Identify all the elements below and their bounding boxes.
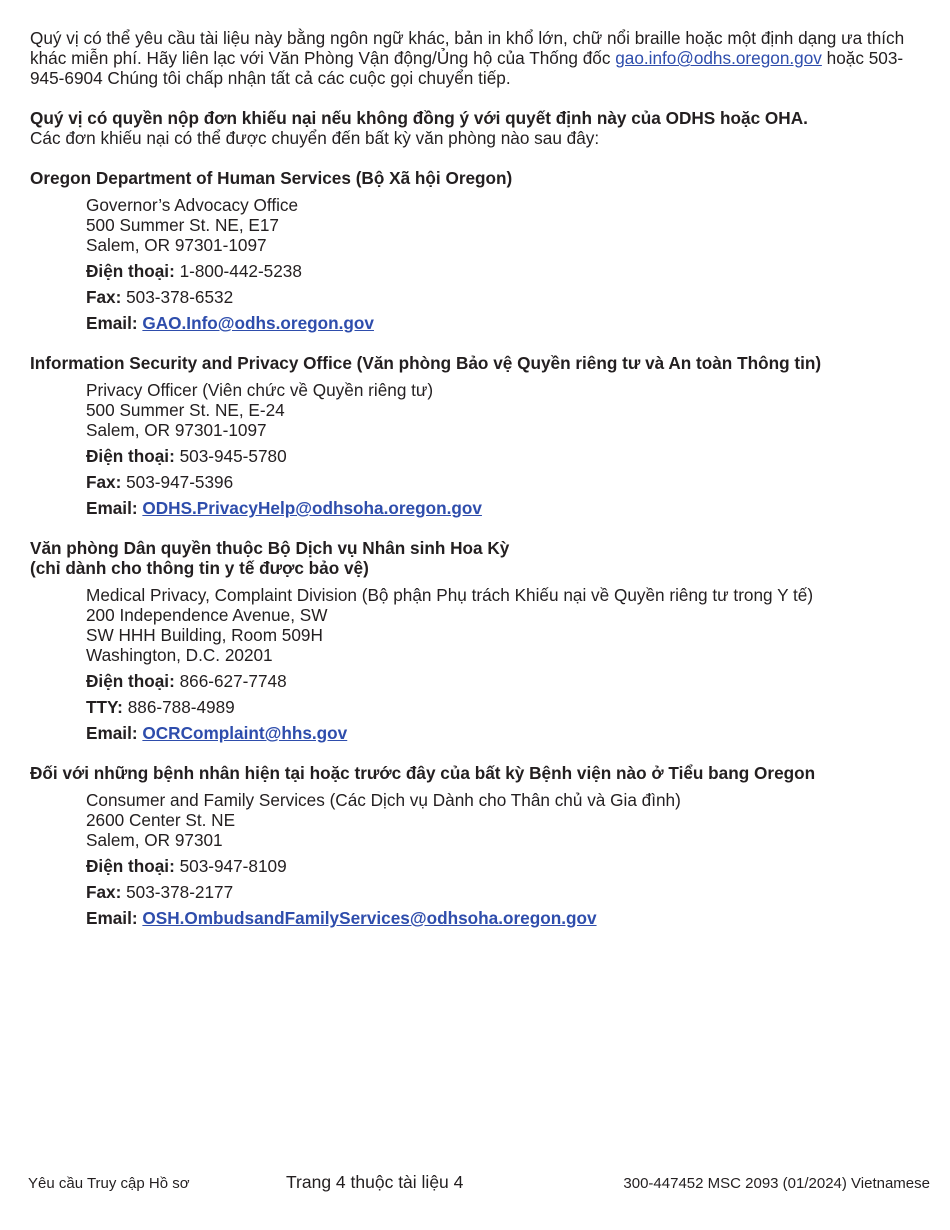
footer-form-number: 300-447452 MSC 2093 (01/2024) Vietnamese xyxy=(623,1175,930,1192)
intro-text: Quý vị có thể yêu cầu tài liệu này bằng ngôn ngữ khác, bản in khổ lớn, chữ nổi braille hoặc một định dạng ưa thích khác miễn phí. Hãy liên lạc với Văn Phòng Vận động/Ủng hộ của Thống đốc xyxy=(30,28,905,68)
section-body xyxy=(30,195,920,333)
gao-email-link[interactable]: gao.info@odhs.oregon.gov xyxy=(615,48,822,68)
detail-value: 1-800-442-5238 xyxy=(174,261,302,281)
detail-label: Email: xyxy=(86,908,138,928)
address-line: Consumer and Family Services (Các Dịch vụ Dành cho Thân chủ và Gia đình) xyxy=(86,790,681,810)
complaint-rights xyxy=(30,108,920,148)
section-body xyxy=(30,790,920,928)
rights-text: Các đơn khiếu nại có thể được chuyển đến bất kỳ văn phòng nào sau đây: xyxy=(30,128,600,148)
address-line: 500 Summer St. NE, E-24 xyxy=(86,400,285,420)
detail-label: TTY: xyxy=(86,697,123,717)
page-footer xyxy=(0,1172,950,1196)
rights-heading: Quý vị có quyền nộp đơn khiếu nại nếu không đồng ý với quyết định này của ODHS hoặc OHA. xyxy=(30,108,808,128)
phone-detail xyxy=(86,446,920,466)
detail-label: Điện thoại: xyxy=(86,856,175,876)
email-link[interactable]: ODHS.PrivacyHelp@odhsoha.oregon.gov xyxy=(142,498,482,518)
address-line: Privacy Officer (Viên chức về Quyền riêng tư) xyxy=(86,380,434,400)
section-body xyxy=(30,585,920,743)
detail-label: Điện thoại: xyxy=(86,446,175,466)
detail-label: Fax: xyxy=(86,882,122,902)
address-line: Washington, D.C. 20201 xyxy=(86,645,273,665)
fax-detail xyxy=(86,287,920,307)
detail-value: 866-627-7748 xyxy=(174,671,287,691)
address-line: Governor’s Advocacy Office xyxy=(86,195,299,215)
detail-value: 886-788-4989 xyxy=(122,697,235,717)
email-detail xyxy=(86,313,920,333)
fax-detail xyxy=(86,472,920,492)
office-section-odhs xyxy=(30,168,920,333)
detail-label: Email: xyxy=(86,313,138,333)
address-line: 200 Independence Avenue, SW xyxy=(86,605,328,625)
phone-detail xyxy=(86,671,920,691)
section-title: Information Security and Privacy Office (Văn phòng Bảo vệ Quyền riêng tư và An toàn Thông tin) xyxy=(30,353,822,373)
office-section-hospital xyxy=(30,763,920,928)
section-subtitle: (chỉ dành cho thông tin y tế được bảo vệ) xyxy=(30,558,369,578)
detail-label: Fax: xyxy=(86,287,122,307)
intro-paragraph xyxy=(30,28,920,88)
address-line: SW HHH Building, Room 509H xyxy=(86,625,323,645)
document-page xyxy=(30,28,920,928)
detail-label: Fax: xyxy=(86,472,122,492)
section-title: Oregon Department of Human Services (Bộ Xã hội Oregon) xyxy=(30,168,513,188)
footer-page-number: Trang 4 thuộc tài liệu 4 xyxy=(286,1172,464,1192)
detail-label: Điện thoại: xyxy=(86,671,175,691)
email-link[interactable]: OCRComplaint@hhs.gov xyxy=(142,723,348,743)
email-link[interactable]: GAO.Info@odhs.oregon.gov xyxy=(142,313,374,333)
phone-detail xyxy=(86,856,920,876)
fax-detail xyxy=(86,882,920,902)
address-line: Medical Privacy, Complaint Division (Bộ phận Phụ trách Khiếu nại về Quyền riêng tư trong Y tế) xyxy=(86,585,814,605)
email-detail xyxy=(86,908,920,928)
section-title: Văn phòng Dân quyền thuộc Bộ Dịch vụ Nhân sinh Hoa Kỳ xyxy=(30,538,510,558)
detail-label: Điện thoại: xyxy=(86,261,175,281)
detail-value: 503-947-8109 xyxy=(174,856,287,876)
email-detail xyxy=(86,498,920,518)
detail-value: 503-378-2177 xyxy=(121,882,234,902)
address-line: Salem, OR 97301-1097 xyxy=(86,235,267,255)
footer-doc-title: Yêu cầu Truy cập Hồ sơ xyxy=(28,1175,190,1192)
section-title: Đối với những bệnh nhân hiện tại hoặc trước đây của bất kỳ Bệnh viện nào ở Tiểu bang Oregon xyxy=(30,763,816,783)
detail-label: Email: xyxy=(86,723,138,743)
address-line: Salem, OR 97301-1097 xyxy=(86,420,267,440)
email-link[interactable]: OSH.OmbudsandFamilyServices@odhsoha.oregon.gov xyxy=(142,908,597,928)
address-line: 500 Summer St. NE, E17 xyxy=(86,215,279,235)
office-section-hhs xyxy=(30,538,920,743)
section-body xyxy=(30,380,920,518)
phone-detail xyxy=(86,261,920,281)
address-line: 2600 Center St. NE xyxy=(86,810,236,830)
detail-value: 503-945-5780 xyxy=(174,446,287,466)
email-detail xyxy=(86,723,920,743)
intro-text-after: hoặc 503-945-6904 Chúng tôi chấp nhận tất cả các cuộc gọi chuyển tiếp. xyxy=(30,48,904,88)
address-line: Salem, OR 97301 xyxy=(86,830,223,850)
detail-value: 503-378-6532 xyxy=(121,287,234,307)
tty-detail xyxy=(86,697,920,717)
detail-value: 503-947-5396 xyxy=(121,472,234,492)
detail-label: Email: xyxy=(86,498,138,518)
office-section-privacy xyxy=(30,353,920,518)
